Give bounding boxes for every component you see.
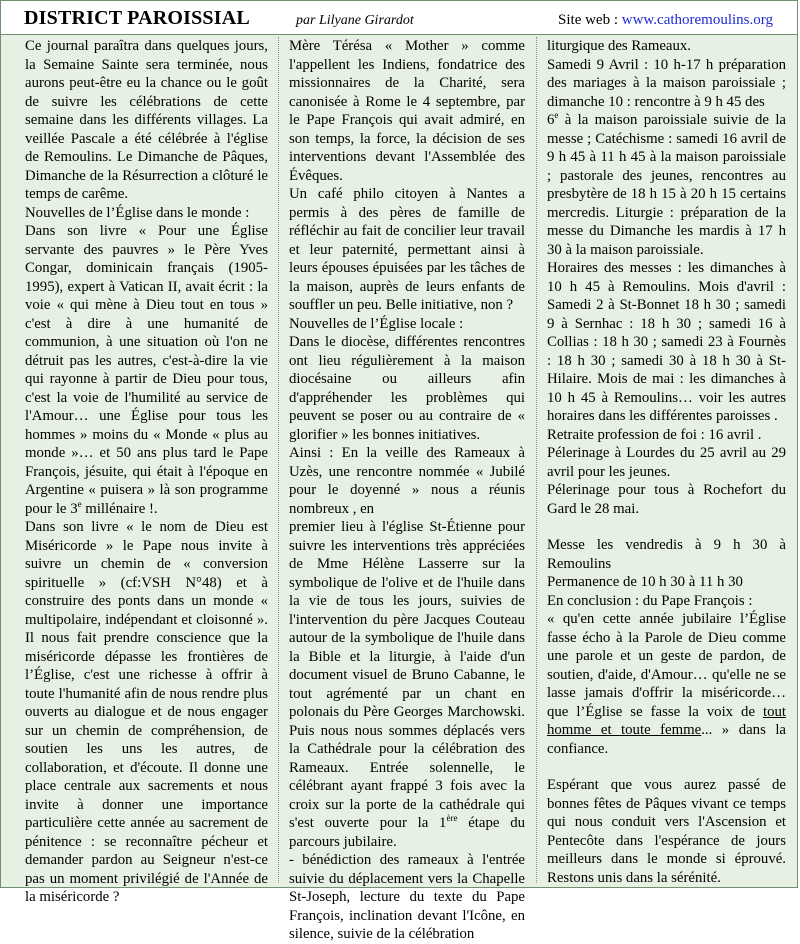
permanence-paragraph: Permanence de 10 h 30 à 11 h 30 <box>547 574 743 590</box>
misericorde-paragraph: Dans son livre « le nom de Dieu est Miséricorde » le Pape nous invite à suivre un chemin de « conversion spirituelle » (cf:VSH N°48) et à construire des ponts dans un monde « multipolaire, indépendant et cloisonné ». Il nous fait prendre conscience que la miséricorde dépasse les frontières de l’Église, c'est une richesse à offrir à toute l'humanité afin de nous rendre plus ouverts au dialogue et de nous engager sur un chemin de compréhension, de soutien les uns les autres, de collaboration, et d'écoute. Il donne une place centrale aux sacrements et nous invite à donner une importance particulière cette année au sacrement de pénitence : se reconnaître pécheur et demander pardon au Seigneur n'est-ce pas un moment privilégié de l'Année de la miséricorde ? <box>25 519 268 905</box>
jubile-paragraph: premier lieu à l'église St-Étienne pour suivre les interventions très appréciées de Mme Hélène Lasserre sur la symbolique de l'olive et de l'huile dans la vie de tous les jours, suivies de l'intervention du père Jacques Couteau autour de la symbolique de l'huile dans la Bible et la liturgie, à l'aide d'un document visuel de Bruno Cabanne, le tout agrémenté par un chant en polonais du Père Georges Marchowski. Puis nous nous sommes déplacés vers la Cathédrale pour la célébration des Rameaux. Entrée solennelle, le célébrant ayant frappé 3 fois avec la croix sur la porte de la cathédrale qui s'est ouverte pour la 1ère étape du parcours jubilaire. <box>289 519 525 850</box>
column-separator-1 <box>278 37 279 883</box>
section-heading-local: Nouvelles de l’Église locale : <box>289 315 464 332</box>
closing-paragraph: Espérant que vous aurez passé de bonnes fêtes de Pâques vivant ce temps qui nous conduit vers l'Ascension et Pentecôte dans l'espérance de jours meilleurs dans le monde si éprouvé. Restons unis dans la sérénité. <box>547 777 786 886</box>
benediction-paragraph: - bénédiction des rameaux à l'entrée suivie du déplacement vers la Chapelle St-Joseph, lecture du texte du Pape François, inclination devant l'Icône, en silence, suivie de la célébration <box>289 852 525 942</box>
friday-mass-paragraph: Messe les vendredis à 9 h 30 à Remoulins <box>547 537 786 572</box>
cafe-philo-paragraph: Un café philo citoyen à Nantes a permis à des pères de famille de réfléchir au fait de concilier leur travail et leur paternité, permettant ainsi à leurs épouses épuisées par les tâches de la maison, auprès de leurs enfants de souffler un peu. Belle initiative, non ? <box>289 186 525 313</box>
agenda-continued-paragraph: 6e à la maison paroissiale suivie de la messe ; Catéchisme : samedi 16 avril de 9 h 45 à 11 h 45 à la maison paroissiale ; pastorale des jeunes, rencontres au presbytère de 18 h 15 à 20 h 15 certains mercredis. Liturgie : préparation de la messe du Dimanche les mardis à 17 h 30 à la maison paroissiale. <box>547 110 786 258</box>
spacer <box>547 518 786 536</box>
page-title: DISTRICT PAROISSIAL <box>24 7 250 29</box>
agenda-paragraph: Samedi 9 Avril : 10 h-17 h préparation des mariages à la maison paroissiale ; dimanche 10 : rencontre à 9 h 45 des <box>547 56 786 110</box>
site-url-link[interactable]: www.cathoremoulins.org <box>621 12 773 28</box>
teresa-paragraph: Mère Térésa « Mother » comme l'appellent les Indiens, fondatrice des missionnaires de la Charité, sera canonisée à Rome le 4 septembre, par le Pape François qui avait admiré, en son temps, la force, la décision de ses interventions devant l'Assemblée des Évêques. <box>289 38 525 184</box>
uzes-paragraph: Ainsi : En la veille des Rameaux à Uzès, une rencontre nommée « Jubilé pour le doyenné » nous a réunis nombreux , en <box>289 445 525 517</box>
site-info <box>558 12 773 29</box>
mass-schedule-paragraph: Horaires des messes : les dimanches à 10 h 45 à Remoulins. Mois d'avril : Samedi 2 à St-Bonnet 18 h 30 ; samedi 9 à Sernhac : 18 h 30 ; samedi 16 à Collias : 18 h 30 ; samedi 23 à Fournès : 18 h 30 ; samedi 30 à 18 h 30 à St-Hilaire. Mois de mai : les dimanches à 10 h 45 à Remoulins… voir les autres horaires dans les différentes paroisses . <box>547 260 786 424</box>
rameaux-end-paragraph: liturgique des Rameaux. <box>547 38 691 54</box>
article-column-1 <box>25 37 268 905</box>
lourdes-paragraph: Pélerinage à Lourdes du 25 avril au 29 avril pour les jeunes. <box>547 445 786 480</box>
rochefort-paragraph: Pélerinage pour tous à Rochefort du Gard le 28 mai. <box>547 482 786 517</box>
conclusion-heading: En conclusion : du Pape François : <box>547 592 753 609</box>
header-bar <box>1 1 797 35</box>
pope-quote-paragraph: « qu'en cette année jubilaire l’Église fasse écho à la Parole de Dieu comme une parole et un geste de pardon, de soutien, d'aide, d'Amour… qu'elle ne se lasse jamais d'offrir la miséricorde… que l’Église se fasse la voix de tout homme et toute femme... » dans la confiance. <box>547 611 786 757</box>
retreat-paragraph: Retraite profession de foi : 16 avril . <box>547 426 762 443</box>
site-label: Site web : <box>558 12 619 28</box>
article-column-3 <box>547 37 786 886</box>
diocese-paragraph: Dans le diocèse, différentes rencontres ont lieu régulièrement à la maison diocésaine ou ailleurs afin d'appréhender les problèmes qui peuvent se poser ou au contraire de « glorifier » les bonnes initiatives. <box>289 334 525 443</box>
congar-paragraph: Dans son livre « Pour une Église servante des pauvres » le Père Yves Congar, dominicain français (1905-1995), expert à Vatican II, avait écrit : la voie « qui mène à Dieu tout en tous » c'est à dire à une humanité de communion, à une situation où l'on ne détruit pas les autres, c'est-à-dire la vie qui rayonne à partir de Dieu pour tous, c'est la voie de l'humilité au service de l'Amour… une Église pour tous les hommes » moins du « Monde « plus au monde »… et 50 ans plus tard le Pape François, jésuite, qui était à l'époque en Argentine « puisera » là son programme pour le 3e millénaire !. <box>25 223 268 517</box>
column-separator-2 <box>536 37 537 883</box>
spacer <box>547 758 786 776</box>
author-byline: par Lilyane Girardot <box>296 13 414 28</box>
intro-paragraph: Ce journal paraîtra dans quelques jours, la Semaine Sainte sera terminée, nous aurons peut-être eu la chance ou le goût de suivre les célébrations de cette semaine dans les différents villages. La veillée Pascale a été célébrée à l'église de Remoulins. Le Dimanche de Pâques, Dimanche de la Résurrection a clôturé le temps de carême. <box>25 38 268 202</box>
section-heading-world: Nouvelles de l’Église dans le monde : <box>25 204 250 221</box>
article-column-2 <box>289 37 525 942</box>
